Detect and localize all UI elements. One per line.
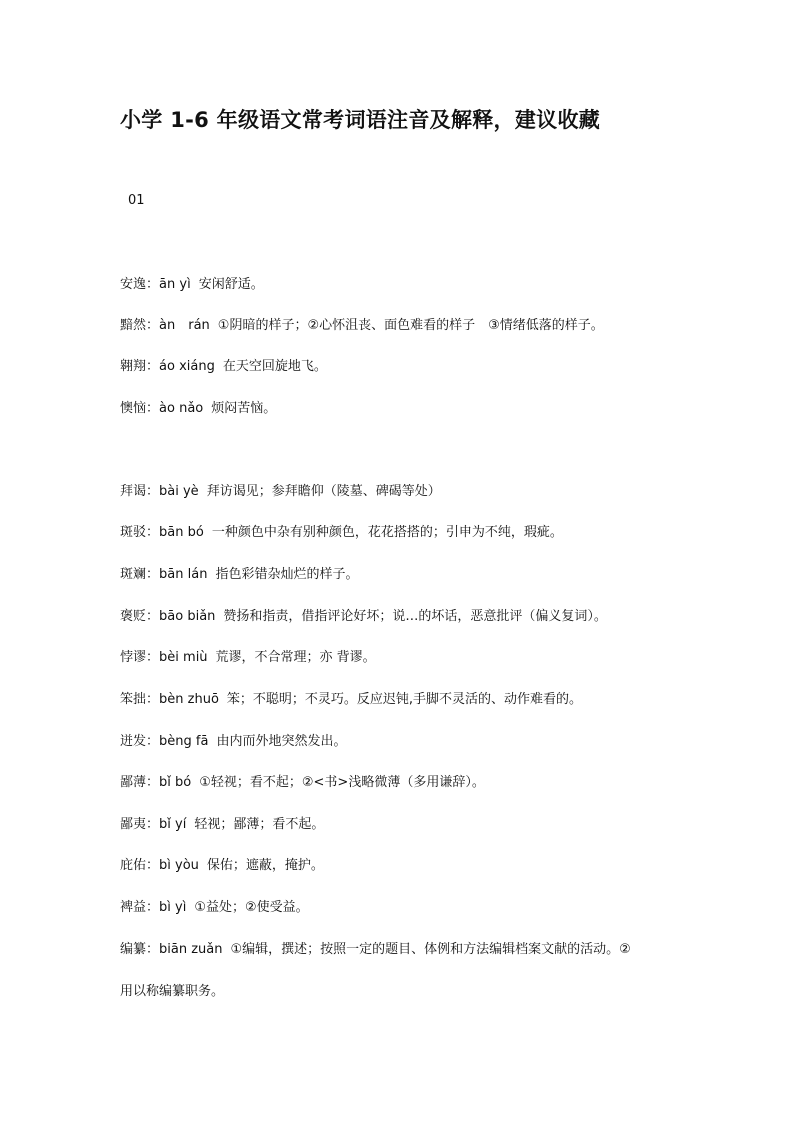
entry-meaning: 拜访谒见；参拜瞻仰（陵墓、碑碣等处） [206, 484, 441, 499]
entry-meaning: 笨；不聪明；不灵巧。反应迟钝,手脚不灵活的、动作难看的。 [226, 692, 583, 707]
entry-pinyin: bān lán [159, 567, 208, 582]
entry-row: 笨拙：bèn zhuō 笨；不聪明；不灵巧。反应迟钝,手脚不灵活的、动作难看的。 [120, 692, 583, 707]
entry-word: 鄙薄 [120, 775, 147, 790]
entry-pinyin: bèi miù [159, 650, 208, 665]
entry-word: 笨拙 [120, 692, 147, 707]
entry-continuation: 用以称编纂职务。 [120, 984, 225, 999]
entry-meaning: 赞扬和指责，借指评论好坏；说…的坏话，恶意批评（偏义复词）。 [223, 609, 607, 624]
entry-meaning: ①阴暗的样子；②心怀沮丧、面色难看的样子 ③情绪低落的样子。 [217, 318, 604, 333]
entry-meaning: 一种颜色中杂有别种颜色，花花搭搭的；引申为不纯，瑕疵。 [211, 525, 563, 540]
entry-pinyin: bì yì [159, 900, 187, 915]
entry-pinyin: áo xiáng [159, 359, 215, 374]
entry-pinyin: ān yì [159, 277, 191, 292]
entry-meaning: 保佑；遮蔽，掩护。 [206, 858, 324, 873]
entry-row: 斑斓：bān lán 指色彩错杂灿烂的样子。 [120, 567, 359, 582]
entry-row: 编纂：biān zuǎn ①编辑，撰述；按照一定的题目、体例和方法编辑档案文献的活动。② [120, 942, 631, 957]
entry-word: 褒贬 [120, 609, 147, 624]
entry-word: 斑斓 [120, 567, 147, 582]
entry-row: 鄙夷：bǐ yí 轻视；鄙薄；看不起。 [120, 817, 325, 832]
entry-meaning: ①编辑，撰述；按照一定的题目、体例和方法编辑档案文献的活动。② [230, 942, 631, 957]
entry-row: 懊恼：ào nǎo 烦闷苦恼。 [120, 401, 277, 416]
entry-meaning: 烦闷苦恼。 [211, 401, 277, 416]
entry-word: 鄙夷 [120, 817, 147, 832]
section-number: 01 [128, 193, 145, 208]
entry-row: 黯然：àn rán ①阴暗的样子；②心怀沮丧、面色难看的样子 ③情绪低落的样子。 [120, 318, 604, 333]
entry-word: 懊恼 [120, 401, 147, 416]
entry-pinyin: bì yòu [159, 858, 199, 873]
entry-meaning: 在天空回旋地飞。 [222, 359, 327, 374]
entry-word: 翱翔 [120, 359, 147, 374]
entry-row: 迸发：bèng fā 由内而外地突然发出。 [120, 734, 347, 749]
entry-word: 迸发 [120, 734, 147, 749]
entry-meaning: 轻视；鄙薄；看不起。 [194, 817, 325, 832]
entry-meaning: 指色彩错杂灿烂的样子。 [215, 567, 359, 582]
entry-pinyin: bǐ bó [159, 775, 192, 790]
entry-row: 裨益：bì yì ①益处；②使受益。 [120, 900, 309, 915]
entry-meaning: 荒谬，不合常理；亦 背谬。 [215, 650, 376, 665]
entry-pinyin: bèng fā [159, 734, 209, 749]
entry-row: 拜谒：bài yè 拜访谒见；参拜瞻仰（陵墓、碑碣等处） [120, 484, 441, 499]
entry-word: 编纂 [120, 942, 147, 957]
entry-pinyin: biān zuǎn [159, 942, 223, 957]
entry-row: 翱翔：áo xiáng 在天空回旋地飞。 [120, 359, 327, 374]
entry-pinyin: bài yè [159, 484, 199, 499]
entry-word: 庇佑 [120, 858, 147, 873]
entry-word: 黯然 [120, 318, 147, 333]
entry-pinyin: bān bó [159, 525, 204, 540]
entry-word: 悖谬 [120, 650, 147, 665]
entry-pinyin: ào nǎo [159, 401, 204, 416]
entry-meaning: ①轻视；看不起；②<书>浅略微薄（多用谦辞）。 [199, 775, 485, 790]
entry-pinyin: àn rán [159, 318, 210, 333]
entry-row: 鄙薄：bǐ bó ①轻视；看不起；②<书>浅略微薄（多用谦辞）。 [120, 775, 485, 790]
entry-row: 安逸：ān yì 安闲舒适。 [120, 277, 264, 292]
entry-meaning: 安闲舒适。 [198, 277, 264, 292]
entry-row: 褒贬：bāo biǎn 赞扬和指责，借指评论好坏；说…的坏话，恶意批评（偏义复词）。 [120, 609, 607, 624]
entry-meaning: ①益处；②使受益。 [194, 900, 309, 915]
page-title: 小学 1-6 年级语文常考词语注音及解释，建议收藏 [120, 108, 601, 132]
entry-meaning: 由内而外地突然发出。 [216, 734, 347, 749]
entry-word: 拜谒 [120, 484, 147, 499]
entry-pinyin: bèn zhuō [159, 692, 219, 707]
entry-pinyin: bāo biǎn [159, 609, 216, 624]
entry-word: 斑驳 [120, 525, 147, 540]
entry-pinyin: bǐ yí [159, 817, 187, 832]
entry-row: 悖谬：bèi miù 荒谬，不合常理；亦 背谬。 [120, 650, 376, 665]
entry-row: 斑驳：bān bó 一种颜色中杂有别种颜色，花花搭搭的；引申为不纯，瑕疵。 [120, 525, 563, 540]
entry-row: 庇佑：bì yòu 保佑；遮蔽，掩护。 [120, 858, 324, 873]
entry-word: 安逸 [120, 277, 147, 292]
entry-word: 裨益 [120, 900, 147, 915]
